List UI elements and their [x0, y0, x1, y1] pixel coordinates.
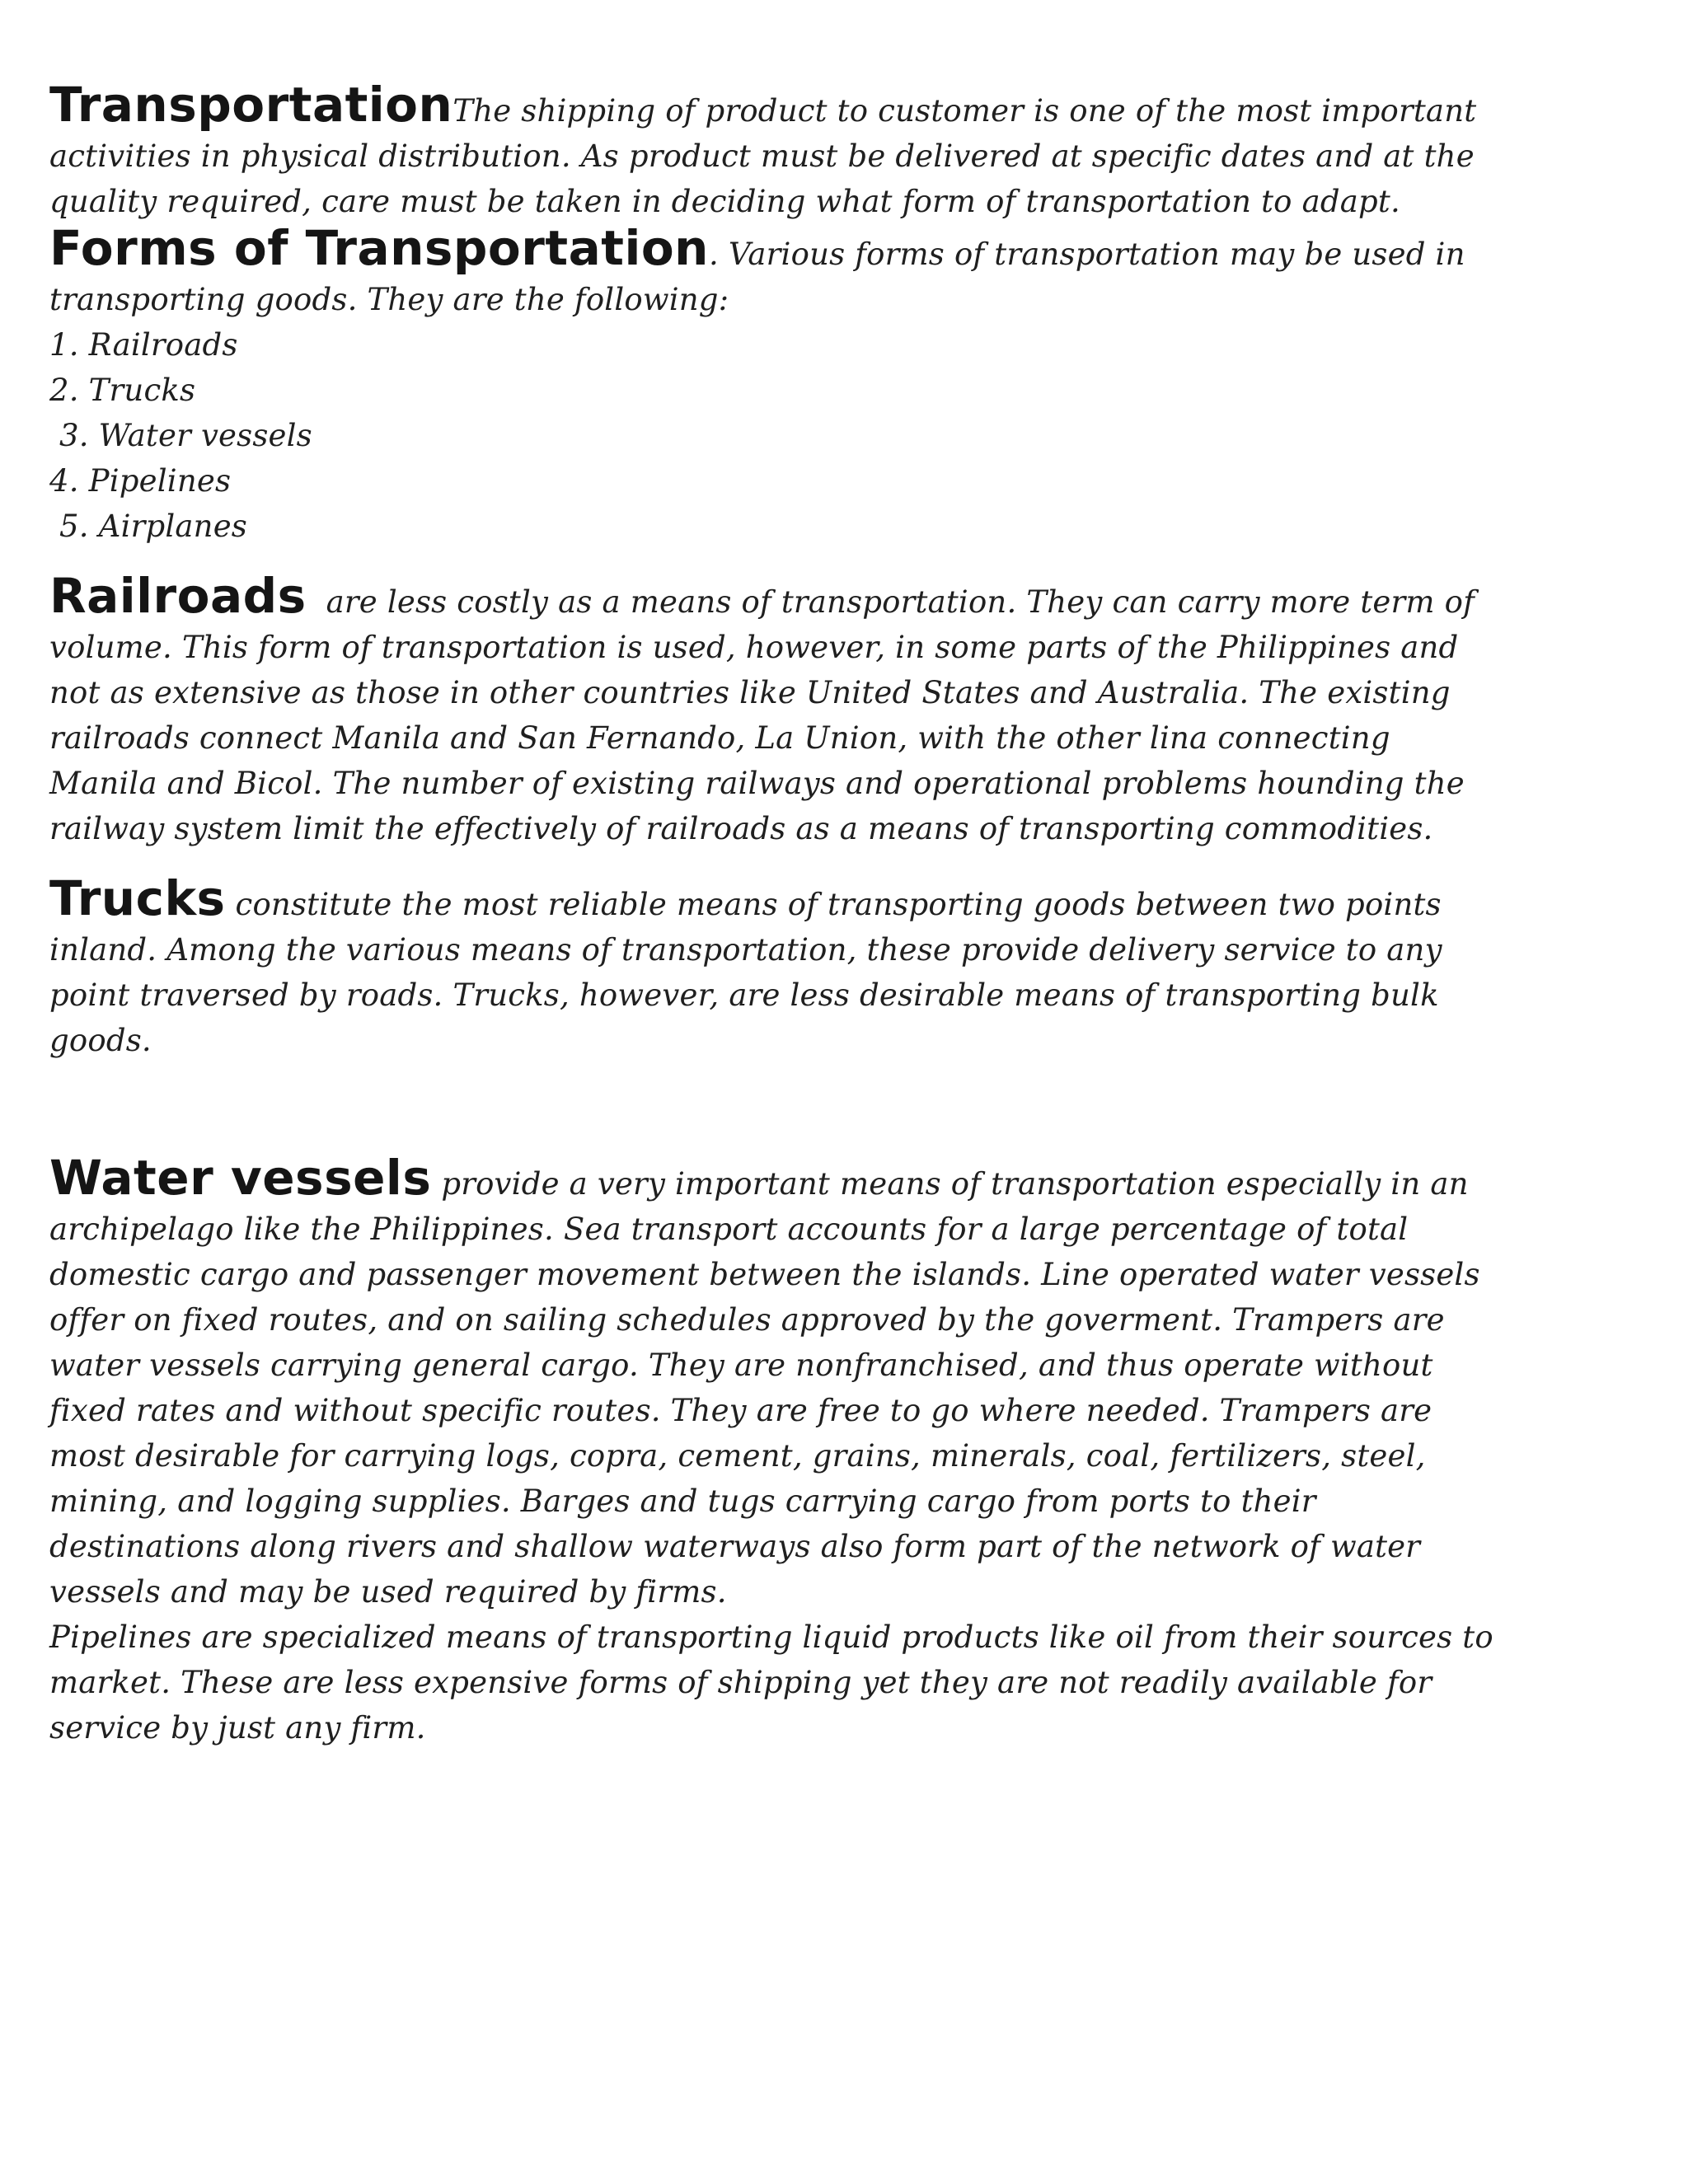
transportation-paragraph [49, 77, 1500, 224]
forms-heading: Forms of Transportation [49, 220, 709, 276]
list-item: 4. Pipelines [49, 463, 232, 499]
trucks-paragraph [49, 870, 1500, 1063]
list-item: 5. Airplanes [59, 509, 247, 544]
railroads-heading: Railroads [49, 568, 307, 624]
list-item: 1. Railroads [49, 327, 238, 363]
water-vessels-paragraph [49, 1150, 1500, 1615]
forms-text: . Various forms of transportation may be used in transporting goods. They are the following: [49, 237, 1465, 317]
water-vessels-text: provide a very important means of transportation especially in an archipelago like the Philippines. Sea transport accounts for a large percentage of total domestic cargo and passenger movement between the islands. Line operated water vessels offer on fixed routes, and on sailing schedules approved by the goverment. Trampers are water vessels carrying general cargo. They are nonfranchised, and thus operate without fixed rates and without specific routes. They are free to go where needed. Trampers are most desirable for carrying logs, copra, cement, grains, minerals, coal, fertilizers, steel, mining, and logging supplies. Barges and tugs carrying cargo from ports to their destinations along rivers and shallow waterways also form part of the network of water vessels and may be used required by firms. [49, 1166, 1480, 1610]
pipelines-paragraph: Pipelines are specialized means of transporting liquid products like oil from their sources to market. These are less expensive forms of shipping yet they are not readily available for service by just any firm. [49, 1619, 1493, 1746]
transportation-heading: Transportation [49, 77, 453, 133]
railroads-text: are less costly as a means of transportation. They can carry more term of volume. This form of transportation is used, however, in some parts of the Philippines and not as extensive as those in other countries like United States and Australia. The existing railroads connect Manila and San Fernando, La Union, with the other lina connecting Manila and Bicol. The number of existing railways and operational problems hounding the railway system limit the effectively of railroads as a means of transporting commodities. [49, 584, 1475, 846]
railroads-paragraph [49, 568, 1500, 851]
trucks-text: constitute the most reliable means of transporting goods between two points inland. Among the various means of transportation, these provide delivery service to any point traversed by roads. Trucks, however, are less desirable means of transporting bulk goods. [49, 887, 1442, 1058]
document-page [49, 77, 1500, 1750]
transportation-text: The shipping of product to customer is one of the most important activities in physical distribution. As product must be delivered at specific dates and at the quality required, care must be taken in deciding what form of transportation to adapt. [49, 93, 1477, 219]
forms-list [49, 322, 1500, 549]
water-vessels-heading: Water vessels [49, 1150, 432, 1206]
list-item: 3. Water vessels [59, 418, 312, 453]
forms-paragraph [49, 220, 1500, 322]
trucks-heading: Trucks [49, 870, 226, 926]
list-item: 2. Trucks [49, 373, 196, 408]
